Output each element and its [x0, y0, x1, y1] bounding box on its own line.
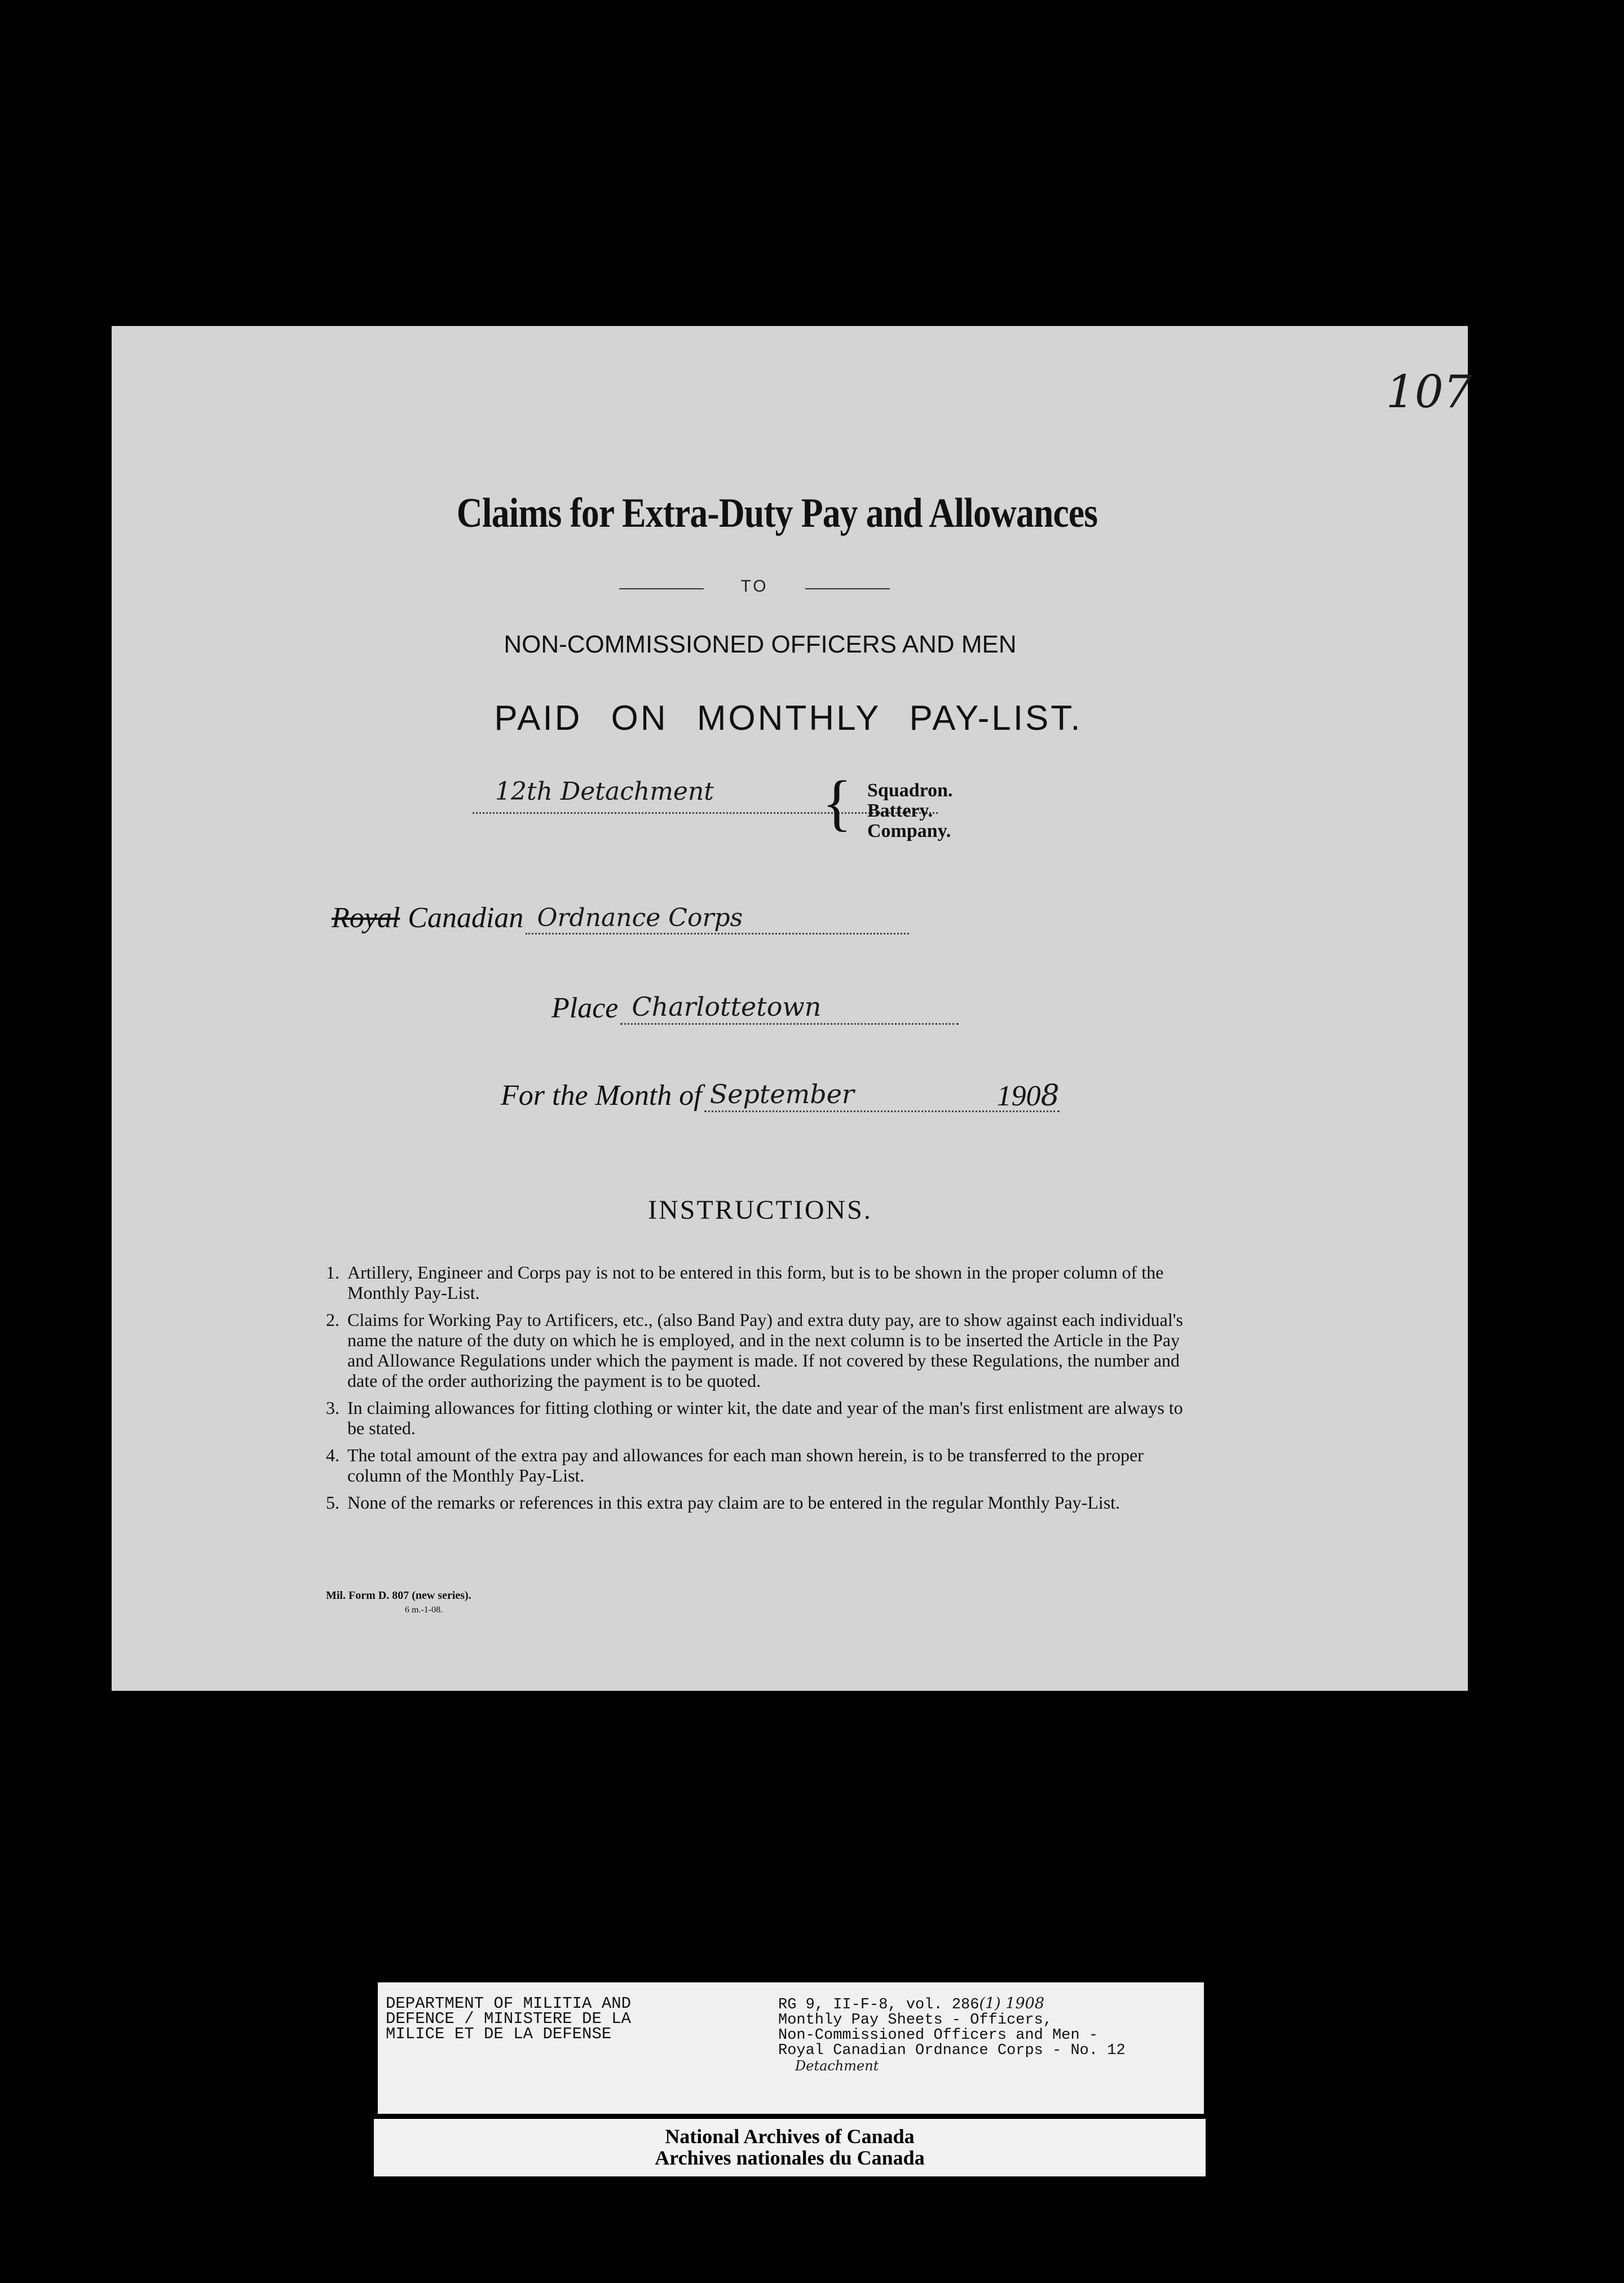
month-value: September — [709, 1079, 854, 1109]
archive-reference-label — [378, 1982, 1204, 2114]
to-label: TO — [740, 577, 769, 596]
instruction-item: 3. In claiming allowances for fitting clothing or winter kit, the date and year of the man's first enlistment are always to be stated. — [326, 1398, 1183, 1438]
year — [997, 1079, 1060, 1113]
unit-brace: { — [822, 768, 852, 837]
instructions-heading: INSTRUCTIONS. — [648, 1195, 872, 1225]
year-prefix: 190 — [996, 1080, 1041, 1112]
form-title: Claims for Extra-Duty Pay and Allowances — [456, 490, 1098, 536]
instruction-item: 1. Artillery, Engineer and Corps pay is not to be entered in this form, but is to be shown in the proper column of the Monthly Pay-List. — [326, 1262, 1164, 1303]
paid-line: PAID ON MONTHLY PAY-LIST. — [494, 699, 1083, 738]
instructions-list — [326, 1262, 1194, 1519]
form-print-code: 6 m.-1-08. — [405, 1605, 443, 1615]
unit-option-battery: Battery. — [867, 800, 933, 821]
reference-code: RG 9, II-F-8, vol. 286 — [778, 1996, 979, 2013]
unit-value: 12th Detachment — [495, 777, 714, 806]
place-label: Place — [551, 992, 619, 1024]
subtitle: NON-COMMISSIONED OFFICERS AND MEN — [504, 631, 1017, 658]
month-label: For the Month of — [501, 1079, 702, 1112]
month-field — [704, 1081, 1060, 1112]
corps-line — [332, 901, 1008, 941]
document-sheet — [112, 326, 1472, 1691]
page-number: 107 — [1386, 365, 1472, 418]
unit-options — [867, 781, 953, 841]
corps-field — [526, 903, 909, 935]
instruction-item: 5. None of the remarks or references in this extra pay claim are to be entered in the regular Monthly Pay-List. — [326, 1492, 1120, 1513]
reference-block: RG 9, II-F-8, vol. 286(1) 1908 Monthly Pay Sheets - Officers, Non-Commissioned Officers and Men - Royal Canadian Ordnance Corps - No. 12 Detachment — [778, 1995, 1126, 2074]
place-field — [620, 991, 959, 1025]
form-number: Mil. Form D. 807 (new series). — [326, 1589, 471, 1602]
place-line — [551, 991, 1172, 1031]
corps-value: Ordnance Corps — [537, 903, 743, 932]
archive-name-fr: Archives nationales du Canada — [655, 2147, 925, 2169]
department-block: DEPARTMENT OF MILITIA AND DEFENCE / MINISTERE DE LA MILICE ET DE LA DEFENSE — [386, 1994, 632, 2043]
month-line — [501, 1079, 1234, 1118]
corps-prefix: Canadian — [408, 902, 524, 934]
reference-handwritten: (1) 1908 — [979, 1995, 1045, 2012]
to-divider — [619, 577, 890, 600]
archive-footer — [374, 2119, 1206, 2176]
archive-name-en: National Archives of Canada — [665, 2125, 915, 2148]
instruction-item: 4. The total amount of the extra pay and allowances for each man shown herein, is to be transferred to the proper column of the Monthly Pay-List. — [326, 1445, 1144, 1486]
year-suffix: 8 — [1040, 1079, 1060, 1113]
handwritten-note: Detachment — [795, 2058, 879, 2074]
place-value: Charlottetown — [632, 991, 822, 1022]
instruction-item: 2. Claims for Working Pay to Artificers, etc., (also Band Pay) and extra duty pay, are to show against each individual's name the nature of the duty on which he is employed, and in the next column is to be inserted the Article in the Pay and Allowance Regulations under which the payment is made. If not covered by these Regulations, the number and date of the order authorizing the payment is to be quoted. — [326, 1310, 1183, 1391]
unit-option-squadron: Squadron. — [867, 780, 953, 801]
unit-option-company: Company. — [867, 821, 951, 841]
corps-struck-prefix: Royal — [332, 902, 400, 934]
